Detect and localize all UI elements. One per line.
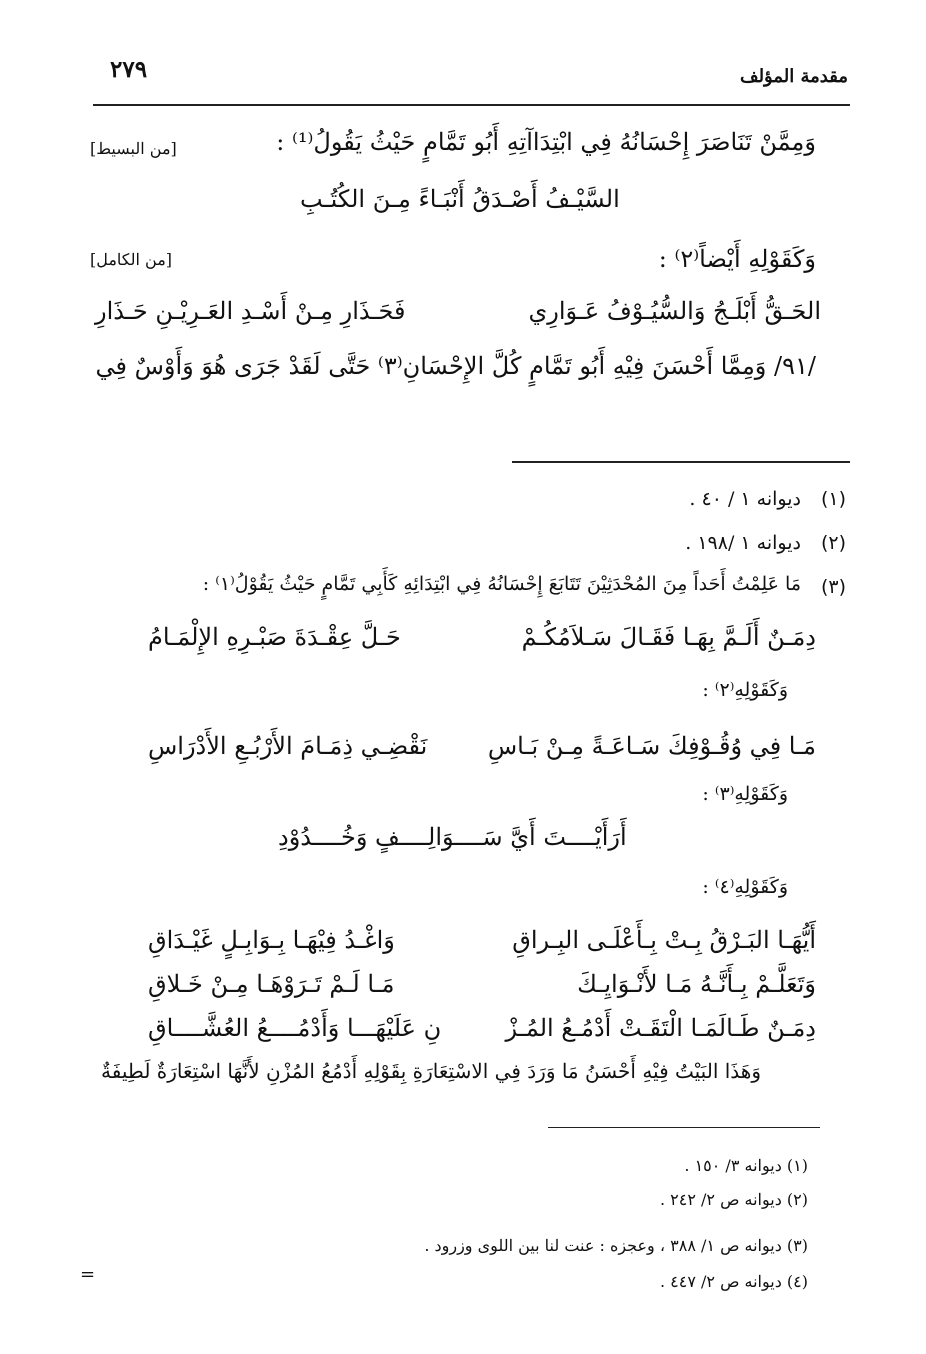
fn3-verse-f-first: دِمَـنٌ طَـالَمَـا الْتَقَـتْ أَدْمُـعُ المُـزْ — [505, 1014, 816, 1042]
fn3-verse-b-second: نَقْضِـي ذِمَـامَ الأَرْبُـعِ الأَدْرَاسِ — [148, 732, 428, 760]
page-number: ٢٧٩ — [110, 56, 148, 83]
fn3-intro-3: وَكَقَوْلِهِ⁽٣⁾ : — [702, 783, 788, 805]
paragraph-1: وَمِمَّنْ تَنَاصَرَ إِحْسَانُهُ فِي ابْتِدَاآتِهِ أَبُو تَمَّامٍ حَيْثُ يَقُولُ⁽¹⁾ : — [276, 128, 816, 156]
fn3-verse-a-first: دِمَـنٌ أَلَـمَّ بِهَـا فَقَـالَ سَـلاَمُكُـمْ — [521, 623, 816, 651]
fn3-verse-d-first: أَيُّهَـا البَـرْقُ بِـتْ بِـأَعْلَـى البِـراقِ — [512, 926, 816, 954]
verse-1: السَّيْـفُ أَصْـدَقُ أَنْبَـاءً مِـنَ الكُتُـبِ — [300, 185, 620, 213]
fn3-verse-a-second: حَـلَّ عِقْـدَةَ صَبْـرِهِ الإِلْمَـامُ — [148, 623, 401, 651]
meter-label-kamil: [من الكامل] — [90, 250, 173, 269]
running-title: مقدمة المؤلف — [739, 66, 848, 87]
footnote-rule-top — [512, 461, 850, 463]
verse-2-second-hemistich: فَحَـذَارِ مِـنْ أَسْـدِ العَـرِيْـنِ حَـذَارِ — [95, 297, 406, 325]
meter-label-basit: [من البسيط] — [90, 139, 177, 158]
sub-footnote-2: (٢) ديوانه ص ٢/ ٢٤٢ . — [659, 1190, 808, 1209]
paragraph-3: /٩١/ وَمِمَّا أَحْسَنَ فِيْهِ أَبُو تَمَّامٍ كُلَّ الإِحْسَانِ⁽٣⁾ حَتَّى لَقَدْ جَرَى هُوَ وَأَوْسٌ فِي — [95, 352, 816, 380]
paragraph-2: وَكَقَوْلِهِ أَيْضاً⁽٢⁾ : — [658, 245, 816, 273]
footnote-number-3: (٣) — [820, 576, 846, 598]
fn3-verse-d-second: وَاغْـدُ فِيْهَـا بِـوَابِـلٍ غَيْـدَاقِ — [148, 926, 395, 954]
sub-footnote-4: (٤) ديوانه ص ٢/ ٤٤٧ . — [659, 1272, 808, 1291]
fn3-verse-b-first: مَـا فِي وُقُـوْفِكَ سَـاعَـةً مِـنْ بَـاسِ — [487, 732, 816, 760]
fn3-verse-e-first: وَتَعَلَّـمْ بِـأَنَّـهُ مَـا لأَنْـوَايِـكَ — [577, 970, 816, 998]
fn3-intro-2: وَكَقَوْلِهِ⁽٢⁾ : — [702, 679, 788, 701]
footnote-text-3: مَا عَلِمْتُ أَحَداً مِنَ المُحْدَثِيْنَ تَتَابَعَ إِحْسَانُهُ فِي ابْتِدَائِهِ كَأَبِي تَمَّامٍ حَيْثُ يَقُوْلُ⁽١⁾ : — [202, 573, 801, 595]
verse-2-first-hemistich: الحَـقُّ أَبْلَـجُ وَالسُّيُـوْفُ عَـوَارِي — [528, 297, 821, 325]
fn3-closing: وَهَذَا البَيْتُ فِيْهِ أَحْسَنُ مَا وَرَدَ فِي الاسْتِعَارَةِ بِقَوْلِهِ أَدْمُعُ المُزْنِ لأَنَّهَا اسْتِعَارَةٌ لَطِيفَةٌ — [101, 1059, 761, 1083]
footnote-number-2: (٢) — [820, 532, 846, 554]
footnote-text-2: ديوانه ١ /١٩٨ . — [685, 532, 801, 554]
fn3-verse-f-second: نِ عَلَيْهَـــا وَأَدْمُــــعُ العُشَّــــاقِ — [148, 1014, 442, 1042]
continuation-mark: = — [80, 1264, 96, 1285]
footnote-number-1: (١) — [820, 488, 846, 510]
header-rule — [93, 104, 850, 106]
footnote-text-1: ديوانه ١ / ٤٠ . — [689, 488, 801, 510]
footnote-rule-bottom — [548, 1127, 820, 1128]
fn3-verse-c: أَرَأَيْــــتَ أَيَّ سَــــوَالِــــفٍ وَخُــــدُوْدِ — [278, 823, 627, 851]
sub-footnote-1: (١) ديوانه ٣/ ١٥٠ . — [684, 1156, 808, 1175]
fn3-verse-e-second: مَـا لَـمْ تَـرَوْهَـا مِـنْ خَـلاقِ — [148, 970, 395, 998]
fn3-intro-4: وَكَقَوْلِهِ⁽٤⁾ : — [702, 876, 788, 898]
sub-footnote-3: (٣) ديوانه ص ١/ ٣٨٨ ، وعجزه : عنت لنا بين اللوى وزرود . — [424, 1236, 808, 1255]
